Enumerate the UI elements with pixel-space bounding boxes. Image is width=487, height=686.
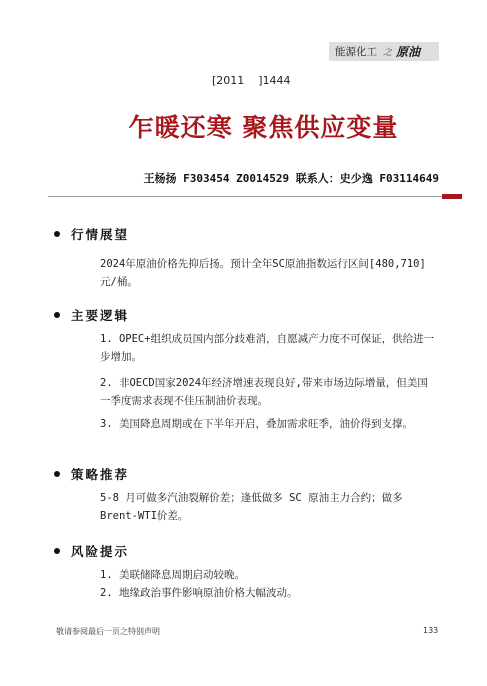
issue-number: [2011 ]1444 [212, 74, 291, 87]
section-tag-topic: 原油 [396, 45, 421, 59]
bullet-icon [54, 471, 60, 477]
section-tag-separator: 之 [383, 48, 393, 58]
section-body-logic-2 [90, 375, 435, 410]
section-title: 策略推荐 [71, 467, 130, 482]
section-body-risk [90, 567, 435, 602]
page-number: 133 [423, 626, 439, 635]
paragraph: 1. OPEC+组织成员国内部分歧难消，自愿减产力度不可保证，供给进一步增加。 [100, 333, 435, 363]
section-body-strategy [90, 490, 435, 525]
section-heading-risk [54, 542, 129, 560]
bullet-icon [54, 312, 60, 318]
section-tag-category: 能源化工 [335, 46, 377, 58]
section-heading-outlook [54, 225, 129, 243]
header-divider [48, 196, 442, 197]
bullet-icon [54, 548, 60, 554]
section-heading-strategy [54, 465, 129, 483]
bullet-icon [54, 231, 60, 237]
section-body-logic-1 [90, 331, 435, 366]
section-heading-logic [54, 306, 129, 324]
paragraph: 3. 美国降息周期或在下半年开启，叠加需求旺季，油价得到支撑。 [100, 418, 413, 430]
paragraph: 5-8 月可做多汽油裂解价差；逢低做多 SC 原油主力合约；做多Brent-WTI价差。 [100, 492, 403, 522]
section-title: 行情展望 [71, 227, 130, 242]
paragraph: 2024年原油价格先抑后扬。预计全年SC原油指数运行区间[480,710]元/桶。 [100, 258, 426, 288]
author-line: 王杨扬 F303454 Z0014529 联系人：史少逸 F03114649 [143, 172, 439, 185]
report-title: 乍暖还寒 聚焦供应变量 [128, 113, 399, 142]
section-tag [329, 42, 439, 61]
paragraph: 1. 美联储降息周期启动较晚。 [100, 569, 245, 581]
paragraph: 2. 地缘政治事件影响原油价格大幅波动。 [100, 586, 298, 599]
header-divider-accent [442, 194, 462, 199]
paragraph: 2. 非OECD国家2024年经济增速表现良好,带来市场边际增量，但美国一季度需求表现不佳压制油价表现。 [100, 377, 428, 407]
section-title: 主要逻辑 [71, 308, 130, 323]
section-body-outlook [90, 256, 435, 291]
section-title: 风险提示 [71, 544, 130, 559]
footer-disclaimer: 敬请参阅最后一页之特别声明 [56, 627, 160, 636]
section-body-logic-3 [90, 416, 435, 434]
